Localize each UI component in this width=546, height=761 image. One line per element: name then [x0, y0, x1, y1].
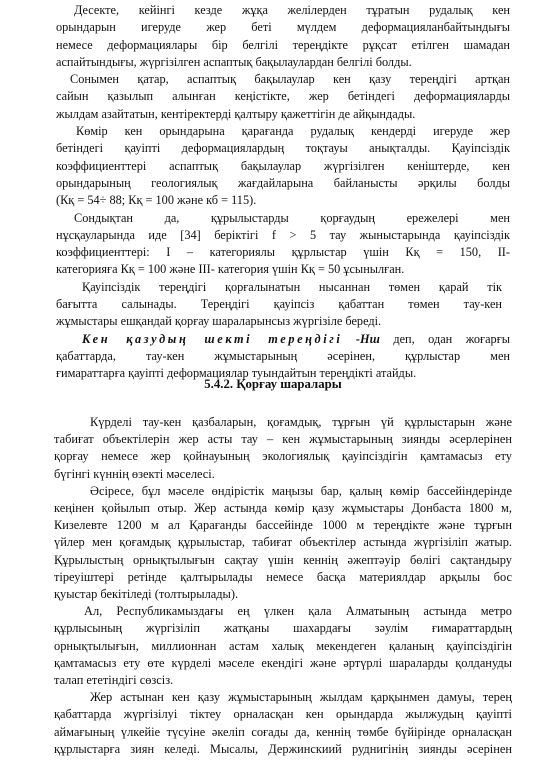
text-line: Десекте, кейінгі кезде жұқа желілерден тұратын рудалық кен	[74, 3, 510, 17]
text-line: орындарын игеруде жер беті мүлдем деформацияланбайтындығы	[56, 20, 510, 35]
text-line: Сондықтан да, құрылыстарды қорғаудың ережелері мен	[74, 210, 510, 225]
text-line: қабаттарда жүргізілуі тіктеу орналасқан кен орындарда жылжудың қауіпті	[54, 707, 512, 722]
text-line: қабаттарда, тау-кен жұмыстарының әсерінен, құрлыстар мен	[56, 348, 510, 363]
text-line: сайын қазылып алынған кеңістікте, жер бетіндегі деформацияларды	[56, 89, 510, 104]
defined-term: Кен қазудың шекті тереңдігі	[82, 331, 343, 346]
text-line: Жер астынан кен қазу жұмыстарының жылдам қарқынмен дамуы, терең	[90, 690, 512, 705]
definition-rest: деп, одан жоғарғы	[393, 331, 511, 346]
text-line: аймағының үлкейіе түсуіне әкеліп соғады да, кеннің төмбе бүйірінде орналасқан	[54, 724, 512, 739]
text-line: Сонымен қатар, аспаптық бақылаулар кен қазу тереңдігі артқан	[70, 72, 510, 87]
depth-symbol: -Нш	[355, 331, 380, 346]
text-line: қамтамасыз ету өте күрделі мәселе екендігі және әртүрлі шараларды қолдануды	[54, 655, 512, 670]
section-1-text	[56, 2, 510, 383]
text-line: жылдам азайтатын, кентіректерді қалтыру қажеттігін де айқындады.	[56, 106, 416, 121]
text-line: үйлер мен қоғамдық құрылыстар, табиғат объектілер астында жүргізіліп жатыр.	[54, 535, 512, 550]
text-line: коэффициенттері аспаптық бақылаулар жүргізілген кеніштерде, кен	[56, 158, 510, 173]
text-line: коэффициенттері: І – категориялы құрлыстар үшін Кқ = 150, ІІ-	[56, 245, 510, 260]
text-line: бетіндегі қауіпті деформациялардың тоқтауы анықталды. Қауіпсіздік	[56, 141, 510, 156]
text-line: категорияға Кқ = 100 және ІІІ- категория үшін Кқ = 50 ұсынылған.	[56, 262, 405, 277]
text-line: табиғат объектілерін жер асты тау – кен жұмыстарының зиянды әсерлерінен	[54, 432, 512, 447]
text-line: жұмыстары ешқандай қорғау шараларынсыз жүргізіле береді.	[56, 314, 382, 329]
text-line: орындарының геологиялық жағдайларына байланысты әрқилы болды	[56, 175, 510, 190]
section-2-text	[54, 414, 512, 758]
text-line: немесе деформациялары бір белгілі тереңдікте рұқсат етілген шамадан	[56, 37, 510, 52]
text-line: аспайтындығы, жүргізілген аспаптық бақылаулардан белгілі болды.	[56, 54, 412, 69]
text-line: бүгінгі күннің өзекті мәселесі.	[54, 466, 215, 481]
text-line: бағытта салынады. Тереңдігі қауіпсіз қабаттан төмен тау-кен	[56, 297, 502, 312]
definition-line	[56, 331, 510, 348]
text-line: ғимараттарға қауіпті деформациялар туындайтын тереңдікті атайды.	[56, 366, 417, 381]
text-line: талап ететіндігі сөзсіз.	[54, 673, 174, 688]
text-line: Қауіпсіздік тереңдігі қорғалынатын нысаннан төмен қарай тік	[82, 279, 502, 294]
text-line: құрлыстарға зиян келеді. Мысалы, Держинскиий руднигінің зиянды әсерінен	[54, 741, 512, 756]
text-line: Кизелевте 1200 м ал Қарағанды бассейінде 1000 м тереңдікте және тұрғын	[54, 518, 512, 533]
text-line: (Кқ = 54÷ 88; Кқ = 100 және кб = 115).	[56, 193, 257, 208]
text-line: қорғау немесе жер қойнауының экологиялық қауіпсіздігін қамтамасыз ету	[54, 449, 512, 464]
text-line: орнықтылығын, миллионнан астам халық мекендеген қаланың қауіпсіздігін	[54, 638, 512, 653]
text-line: Күрделі тау-кен қазбаларын, қоғамдық, тұрғын үй құрлыстарын және	[90, 415, 512, 429]
section-heading: 5.4.2. Қорғау шаралары	[204, 377, 342, 391]
text-line: құрлысының жүргізіліп жатқаны шахардағы зәулім ғимараттардың	[54, 621, 512, 636]
text-line: тіреуіштері ретінде қалтырылады немесе басқа материялдар арқылы бос	[54, 569, 512, 584]
text-line: Ал, Республикамыздағы ең үлкен қала Алматының астында метро	[84, 604, 512, 619]
text-line: Көмір кен орындарына қарағанда рудалық кендерді игеруде жер	[76, 124, 510, 139]
text-line: қуыстар бекітіледі (толтырылады).	[54, 587, 239, 602]
text-line: кеңінен қойылып отыр. Жер астында көмір қазу жұмыстары Донбаста 1800 м,	[54, 501, 512, 516]
text-line: нұсқауларында иде [34] беріктігі f > 5 тау жыныстарында қауіпсіздік	[56, 227, 510, 242]
text-line: Құрылыстың орнықтылығын сақтау үшін кеннің әжептәуір бөлігі сақтандыру	[54, 552, 512, 567]
text-line: Әсіресе, бұл мәселе өндірістік маңызы бар, қалың көмір бассейіндерінде	[90, 483, 512, 498]
